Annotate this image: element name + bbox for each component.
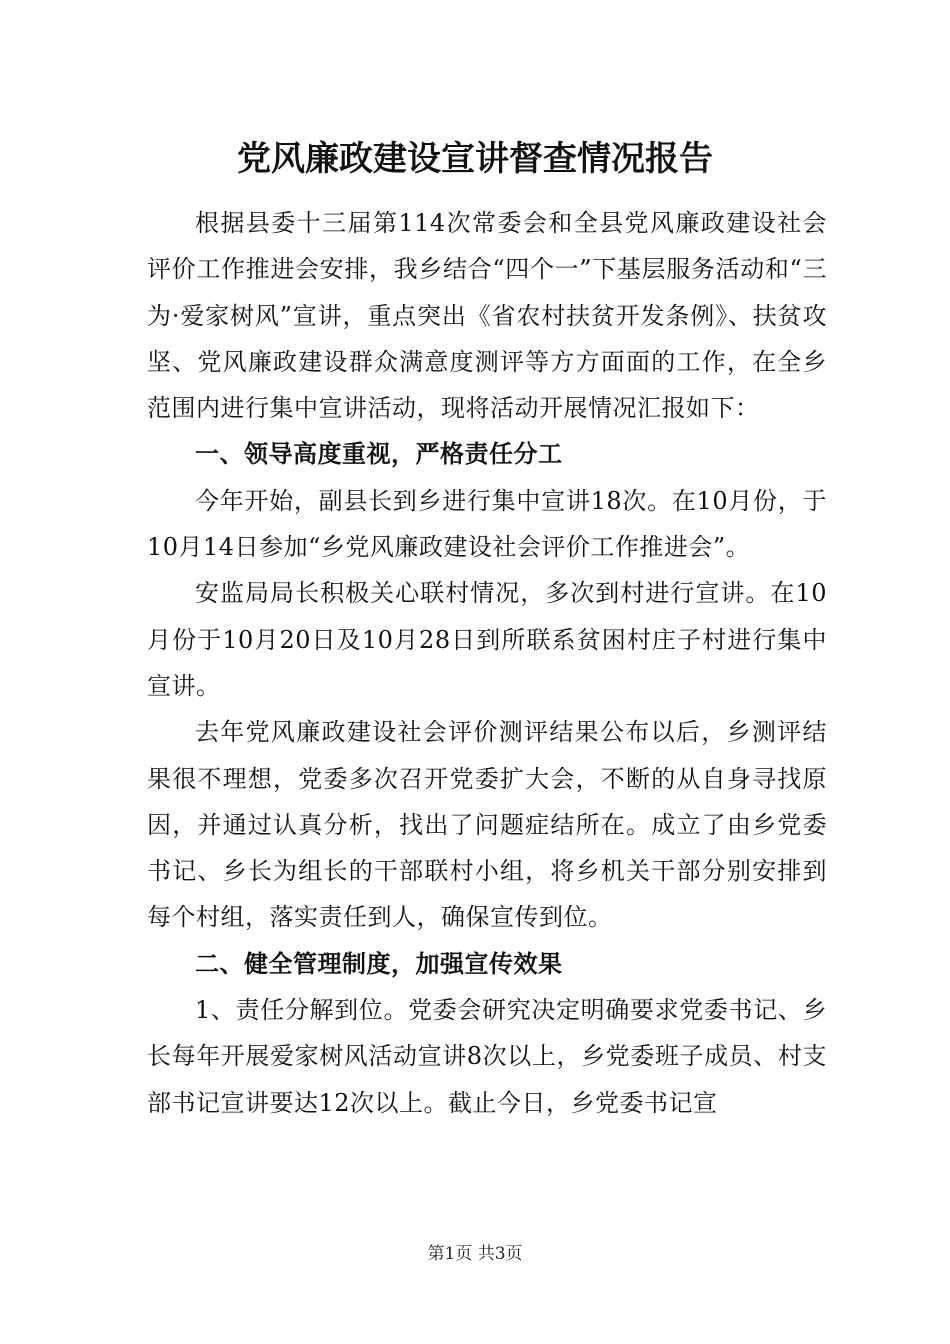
body-paragraph: 安监局局长积极关心联村情况，多次到村进行宣讲。在10月份于10月20日及10月28日到所联系贫困村庄子村进行集中宣讲。 bbox=[147, 579, 827, 700]
intro-paragraph: 根据县委十三届第114次常委会和全县党风廉政建设社会评价工作推进会安排，我乡结合“四个一”下基层服务活动和“三为·爱家树风”宣讲，重点突出《省农村扶贫开发条例》、扶贫攻坚、党风廉政建设群众满意度测评等方方面面的工作，在全乡范围内进行集中宣讲活动，现将活动开展情况汇报如下： bbox=[147, 209, 827, 423]
document-body bbox=[147, 200, 827, 1126]
section-heading-2: 二、健全管理制度，加强宣传效果 bbox=[195, 949, 563, 978]
section-heading-1: 一、领导高度重视，严格责任分工 bbox=[195, 440, 563, 469]
document-title: 党风廉政建设宣讲督查情况报告 bbox=[237, 139, 713, 179]
page-number-footer: 第1页 共3页 bbox=[427, 1244, 523, 1264]
body-paragraph: 去年党风廉政建设社会评价测评结果公布以后，乡测评结果很不理想，党委多次召开党委扩大会，不断的从自身寻找原因，并通过认真分析，找出了问题症结所在。成立了由乡党委书记、乡长为组长的干部联村小组，将乡机关干部分别安排到每个村组，落实责任到人，确保宣传到位。 bbox=[147, 718, 827, 932]
body-paragraph: 今年开始，副县长到乡进行集中宣讲18次。在10月份，于10月14日参加“乡党风廉政建设社会评价工作推进会”。 bbox=[147, 486, 827, 562]
body-paragraph: 1、责任分解到位。党委会研究决定明确要求党委书记、乡长每年开展爱家树风活动宣讲8次以上，乡党委班子成员、村支部书记宣讲要达12次以上。截止今日，乡党委书记宣 bbox=[147, 996, 827, 1117]
